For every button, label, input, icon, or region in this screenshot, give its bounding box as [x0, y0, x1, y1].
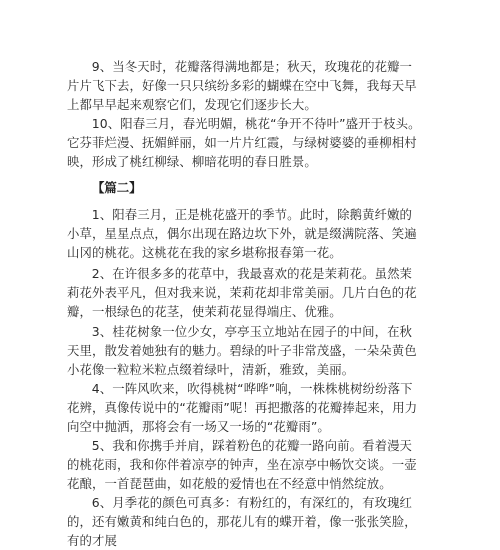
section-heading: 【篇二】 — [92, 180, 142, 195]
paragraph-3: 3、桂花树象一位少女，亭亭玉立地站在园子的中间，在秋天里，散发着她独有的魅力。碧绿的叶子非常茂盛，一朵朵黄色小花像一粒粒米粒点缀着绿叶，清新，雅致，美丽。 — [67, 324, 417, 377]
paragraph-6: 6、月季花的颜色可真多：有粉红的，有深红的，有玫瑰红的，还有嫩黄和纯白色的，那花儿有的蝶开着，像一张张笑脸，有的才展 — [67, 495, 417, 548]
paragraph-5: 5、我和你携手并肩，踩着粉色的花瓣一路向前。看着漫天的桃花雨，我和你伴着凉亭的钟声，坐在凉亭中畅饮交谈。一壶花酿，一首琵琶曲，如花般的爱情也在不经意中悄然绽放。 — [67, 438, 417, 491]
paragraph-1: 1、阳春三月，正是桃花盛开的季节。此时，除鹅黄纤嫩的小草，星星点点，偶尔出现在路边坎下外，就是缀满院落、笑遍山冈的桃花。这桃花在我的家乡堪称报春第一花。 — [67, 207, 417, 260]
paragraph-9: 9、当冬天时，花瓣落得满地都是；秋天，玫瑰花的花瓣一片片飞下去，好像一只只缤纷多彩的蝴蝶在空中飞舞，我每天早上都早早起来观察它们，发现它们逐步长大。 — [67, 59, 417, 112]
paragraph-2: 2、在许很多多的花草中，我最喜欢的花是茉莉花。虽然茉莉花外表平凡，但对我来说，茉莉花却非常美丽。几片白色的花瓣，一根绿色的花茎，使茉莉花显得端庄、优雅。 — [67, 266, 417, 319]
paragraph-10: 10、阳春三月，春光明媚，桃花“争开不待叶”盛开于枝头。它芬菲烂漫、抚媚鲜丽，如一片片红霞，与绿树婆婆的垂柳相村映，形成了桃红柳绿、柳暗花明的春日胜景。 — [67, 116, 421, 169]
paragraph-4: 4、一阵风吹来，吹得桃树“哗哗”响，一株株桃树纷纷落下花辨，真像传说中的“花瓣雨”呢！再把撒落的花瓣捧起来，用力向空中抛洒，那将会有一场又一场的“花瓣雨”。 — [67, 381, 418, 434]
